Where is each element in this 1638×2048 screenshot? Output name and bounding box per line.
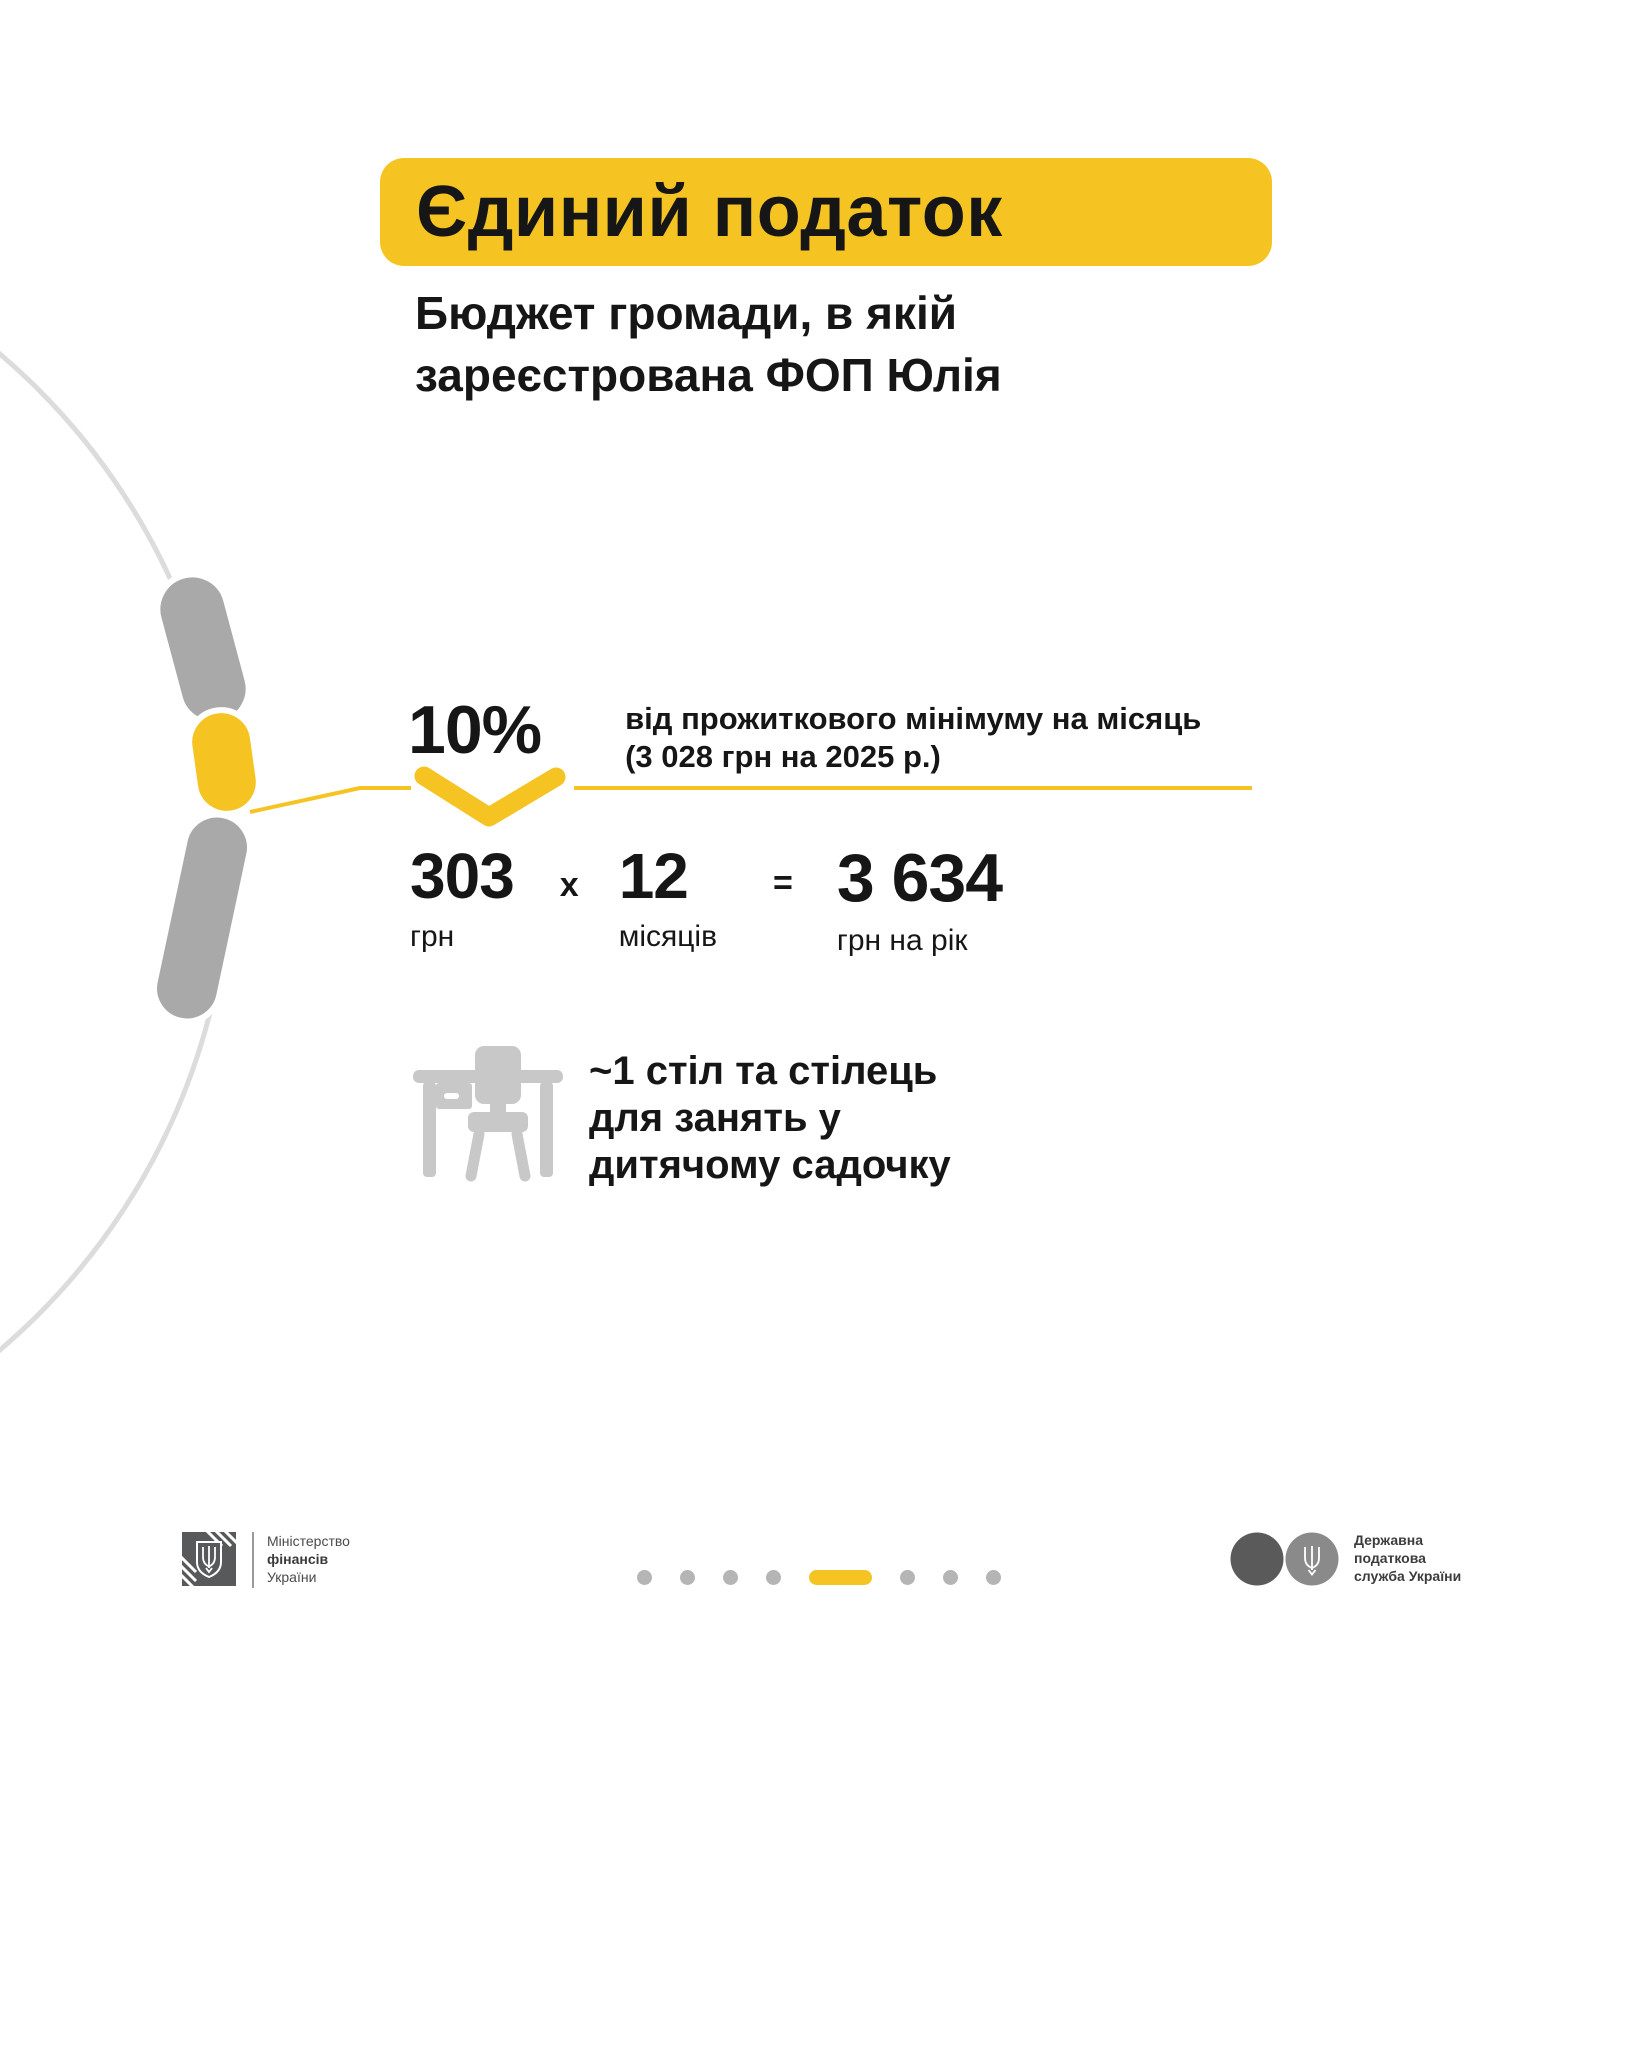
tax-line-1: Державна	[1354, 1532, 1424, 1548]
equation-result	[836, 840, 1003, 958]
timeline-pill-top	[150, 567, 257, 732]
comparison-section	[413, 1046, 951, 1189]
comparison-line-2: для занять у	[589, 1096, 841, 1140]
minfin-line-1: Міністерство	[267, 1533, 350, 1549]
tax-rate-description	[625, 700, 1201, 776]
equation-monthly-amount	[410, 840, 514, 954]
subtitle-line-1: Бюджет громади, в якій	[415, 287, 958, 339]
tax-equation	[410, 840, 1003, 958]
pagination-dot	[637, 1570, 652, 1585]
pagination	[637, 1570, 1001, 1585]
page-subtitle	[415, 282, 1002, 406]
minfin-logo-text	[267, 1532, 350, 1586]
equation-months	[618, 840, 718, 954]
page-title: Єдиний податок	[416, 172, 1003, 252]
yearly-amount-value: 3 634	[836, 840, 1003, 916]
timeline-pill-bottom	[148, 808, 256, 1027]
multiply-operator: х	[559, 866, 579, 904]
pagination-dot	[900, 1570, 915, 1585]
comparison-text	[589, 1048, 951, 1189]
rate-desc-line-1: від прожиткового мінімуму на місяць	[625, 701, 1202, 736]
rate-desc-line-2: (3 028 грн на 2025 р.)	[625, 739, 941, 774]
pagination-dot	[766, 1570, 781, 1585]
minfin-emblem-icon	[182, 1532, 236, 1586]
tax-rate-percent: 10%	[408, 692, 542, 768]
tax-service-emblem-icon	[1230, 1531, 1340, 1587]
months-unit: місяців	[618, 920, 718, 953]
pagination-dot	[680, 1570, 695, 1585]
monthly-amount-unit: грн	[410, 920, 455, 953]
desk-chair-icon	[413, 1046, 563, 1186]
tax-service-logo	[1230, 1531, 1461, 1587]
pagination-active-pill	[809, 1570, 872, 1585]
equals-operator: =	[773, 864, 793, 902]
timeline-pill-active	[185, 706, 263, 818]
logo-divider	[252, 1532, 254, 1588]
minfin-line-3: України	[267, 1569, 317, 1585]
comparison-line-3: дитячому садочку	[589, 1143, 951, 1187]
tax-line-2: податкова	[1354, 1550, 1426, 1566]
pagination-dot	[723, 1570, 738, 1585]
subtitle-line-2: зареєстрована ФОП Юлія	[415, 349, 1002, 401]
footer	[0, 1528, 1638, 1608]
chevron-down-icon	[424, 776, 556, 817]
months-value: 12	[618, 840, 688, 912]
comparison-line-1: ~1 стіл та стілець	[589, 1049, 938, 1093]
minfin-line-2: фінансів	[267, 1551, 329, 1567]
tax-rate-section	[408, 692, 1202, 776]
tax-service-logo-text	[1354, 1531, 1461, 1585]
tax-line-3: служба України	[1354, 1568, 1462, 1584]
monthly-amount-value: 303	[410, 840, 514, 912]
title-badge	[380, 158, 1272, 266]
pagination-dot	[943, 1570, 958, 1585]
pagination-dot	[986, 1570, 1001, 1585]
connector-line	[250, 788, 411, 812]
minfin-logo	[182, 1532, 350, 1588]
yearly-amount-unit: грн на рік	[836, 924, 968, 957]
